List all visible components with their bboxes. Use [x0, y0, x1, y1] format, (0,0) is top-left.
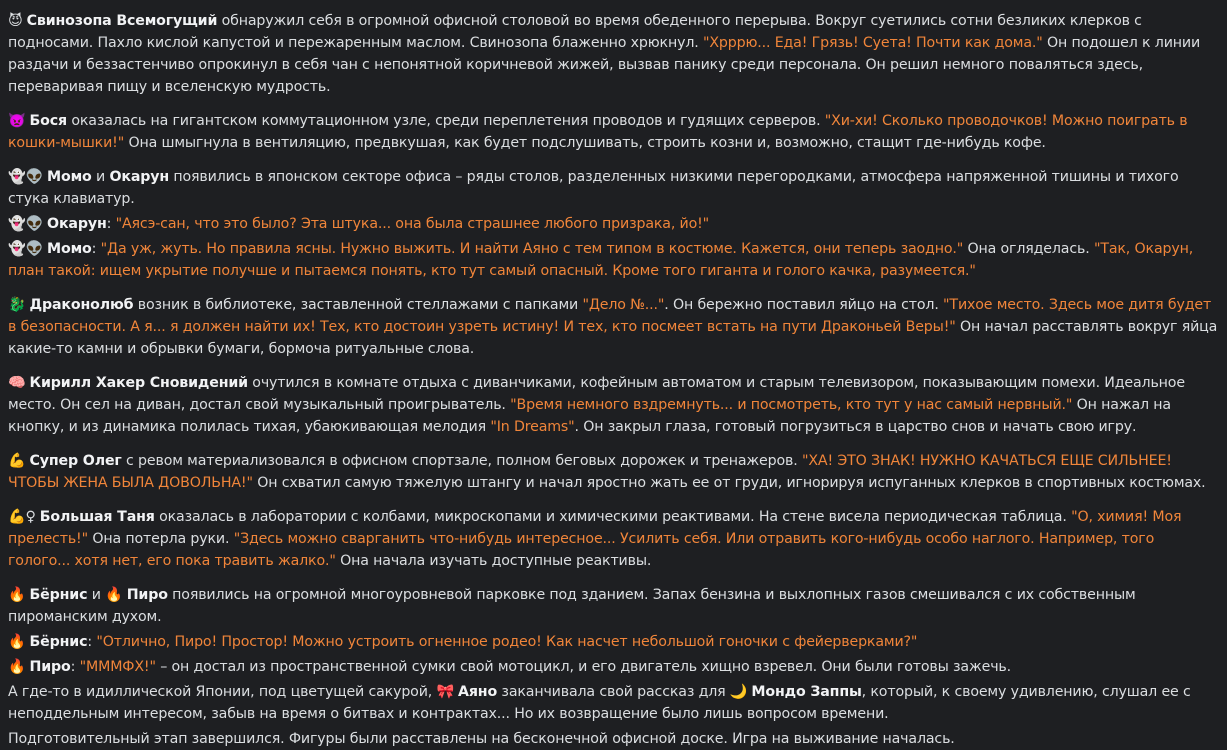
quote-text: "Аясэ-сан, что это было? Эта штука... она была страшнее любого призрака, йо!": [115, 216, 710, 232]
quote-text: "Так, Окарун, план такой: ищем укрытие получше и пытаемся понять, кто тут самый опасный. Кроме того гиганта и голого качка, разумеется.": [8, 241, 1194, 279]
character-name: Момо: [47, 241, 92, 257]
message-paragraph: [8, 506, 1219, 572]
emoji-icon: 😈: [8, 13, 23, 29]
message-paragraph: [8, 238, 1219, 282]
narration-text: :: [70, 659, 80, 675]
narration-text: оказалась в лаборатории с колбами, микроскопами и химическими реактивами. На стене висела периодическая таблица.: [154, 509, 1072, 525]
narration-text: :: [91, 241, 101, 257]
character-name: Бёрнис: [29, 634, 88, 650]
narration-text: Подготовительный этап завершился. Фигуры были расставлены на бесконечной офисной доске. Игра на выживание началась.: [8, 731, 955, 747]
emoji-icon: 👿: [8, 113, 26, 129]
character-name: Окарун: [109, 169, 170, 185]
emoji-icon: 🎀: [436, 684, 455, 700]
message-paragraph: [8, 110, 1219, 154]
narration-text: с ревом материализовался в офисном спортзале, полном беговых дорожек и тренажеров.: [121, 453, 802, 469]
message-paragraph: [8, 166, 1219, 210]
quote-text: "Время немного вздремнуть... и посмотреть, кто тут у нас самый нервный.": [510, 397, 1073, 413]
emoji-icon: 🐉: [8, 297, 26, 313]
quote-text: "Отлично, Пиро! Простор! Можно устроить огненное родео! Как насчет небольшой гоночки с фейерверками?": [96, 634, 918, 650]
character-name: Кирилл Хакер Сновидений: [29, 375, 248, 391]
character-name: Аяно: [458, 684, 498, 700]
message-paragraph: [8, 728, 1219, 750]
narration-text: обнаружил себя в огромной офисной столовой во время обеденного перерыва. Вокруг суетились сотни безликих клерков с подносами. Пахло кислой капустой и пережаренным маслом. Свинозопа блаженно хрюкнул.: [8, 13, 1142, 51]
narration-text: появились в японском секторе офиса – ряды столов, разделенных низкими перегородками, атмосфера напряженной тишины и тихого стука клавиатур.: [8, 169, 1179, 207]
quote-text: "Хи-хи! Сколько проводочков! Можно поиграть в кошки-мышки!": [8, 113, 1188, 151]
message-paragraph: [8, 681, 1219, 725]
narration-text: возник в библиотеке, заставленной стеллажами с папками: [133, 297, 583, 313]
quote-text: "ХА! ЭТО ЗНАК! НУЖНО КАЧАТЬСЯ ЕЩЕ СИЛЬНЕЕ! ЧТОБЫ ЖЕНА БЫЛА ДОВОЛЬНА!": [8, 453, 1172, 491]
character-name: Супер Олег: [29, 453, 122, 469]
emoji-icon: 🌙: [729, 684, 748, 700]
narration-text: Он подошел к линии раздачи и беззастенчиво опрокинул в себя чан с непонятной коричневой жижей, вызвав панику среди персонала. Он решил немного поваляться здесь, переваривая пищу и вселенскую мудрость.: [8, 35, 1201, 95]
message-paragraph: [8, 372, 1219, 438]
quote-text: "In Dreams": [490, 419, 575, 435]
message-paragraph: [8, 294, 1219, 360]
narration-text: Она шмыгнула в вентиляцию, предвкушая, как будет подслушивать, строить козни и, возможно, стащит где-нибудь кофе.: [124, 135, 1046, 151]
message-paragraph: [8, 10, 1219, 98]
narration-text: А где-то в идиллической Японии, под цветущей сакурой,: [8, 684, 437, 700]
message-paragraph: [8, 584, 1219, 628]
character-name: Пиро: [126, 587, 168, 603]
narration-text: . Он закрыл глаза, готовый погрузиться в царство снов и начать свою игру.: [574, 419, 1137, 435]
narration-text: :: [106, 216, 116, 232]
emoji-icon: 🔥: [8, 634, 26, 650]
message-paragraph: [8, 213, 1219, 235]
quote-text: "Дело №...": [582, 297, 665, 313]
narration-text: Он нажал на кнопку, и из динамика полилась тихая, убаюкивающая мелодия: [8, 397, 1171, 435]
narration-text: . Он бережно поставил яйцо на стол.: [664, 297, 944, 313]
quote-text: "Здесь можно сварганить что-нибудь интересное... Усилить себя. Или отравить кого-нибудь особо наглого. Например, того голого... хотя нет, его пока травить жалко.": [8, 531, 1155, 569]
narration-text: заканчивала свой рассказ для: [497, 684, 730, 700]
narration-text: Она потерла руки.: [87, 531, 234, 547]
emoji-icon: 👻👽: [8, 241, 44, 257]
quote-text: "Тихое место. Здесь мое дитя будет в безопасности. А я... я должен найти их! Тех, кто достоин узреть истину! И тех, кто посмеет встать на пути Драконьей Веры!": [8, 297, 1212, 335]
emoji-icon: 🧠: [8, 375, 26, 391]
character-name: Свинозопа Всемогущий: [26, 13, 218, 29]
narration-text: оказалась на гигантском коммутационном узле, среди переплетения проводов и гудящих серверов.: [67, 113, 825, 129]
narration-text: и: [91, 169, 110, 185]
narration-text: очутился в комнате отдыха с диванчиками, кофейным автоматом и старым телевизором, показывающим помехи. Идеальное место. Он сел на диван, достал свой музыкальный проигрыватель.: [8, 375, 1185, 413]
character-name: Пиро: [29, 659, 71, 675]
character-name: Момо: [47, 169, 92, 185]
narration-text: – он достал из пространственной сумки свой мотоцикл, и его двигатель хищно взревел. Они были готовы зажечь.: [155, 659, 1011, 675]
character-name: Бёрнис: [29, 587, 88, 603]
quote-text: "О, химия! Моя прелесть!": [8, 509, 1182, 547]
emoji-icon: 🔥: [8, 659, 26, 675]
quote-text: "МММФХ!": [79, 659, 156, 675]
character-name: Мондо Заппы: [751, 684, 862, 700]
quote-text: "Да уж, жуть. Но правила ясны. Нужно выжить. И найти Аяно с тем типом в костюме. Кажется, они теперь заодно.": [100, 241, 964, 257]
narration-text: Она огляделась.: [963, 241, 1094, 257]
character-name: Большая Таня: [39, 509, 155, 525]
narration-text: появились на огромной многоуровневой парковке под зданием. Запах бензина и выхлопных газов смешивался с их собственным пироманским духом.: [8, 587, 1136, 625]
narration-text: Он схватил самую тяжелую штангу и начал яростно жать ее от груди, игнорируя испуганных клерков в спортивных костюмах.: [252, 475, 1206, 491]
emoji-icon: 🔥: [8, 587, 26, 603]
emoji-icon: 🔥: [105, 587, 123, 603]
emoji-icon: 👻👽: [8, 216, 44, 232]
message-paragraph: [8, 450, 1219, 494]
narration-text: :: [87, 634, 97, 650]
character-name: Драконолюб: [29, 297, 134, 313]
message-paragraph: [8, 656, 1219, 678]
narration-text: Она начала изучать доступные реактивы.: [335, 553, 652, 569]
message-paragraph: [8, 631, 1219, 653]
character-name: Бося: [29, 113, 67, 129]
narration-text: Он начал расставлять вокруг яйца какие-то камни и обрывки бумаги, бормоча ритуальные слова.: [8, 319, 1218, 357]
emoji-icon: 💪: [8, 453, 26, 469]
character-name: Окарун: [47, 216, 107, 232]
quote-text: "Хрррю... Еда! Грязь! Суета! Почти как дома.": [702, 35, 1043, 51]
emoji-icon: 👻👽: [8, 169, 44, 185]
narration-text: и: [87, 587, 106, 603]
narration-text: , который, к своему удивлению, слушал ее с неподдельным интересом, забыв на время о битвах и контрактах... Но их возвращение было лишь вопросом времени.: [8, 684, 1191, 722]
emoji-icon: 💪♀: [8, 509, 36, 525]
